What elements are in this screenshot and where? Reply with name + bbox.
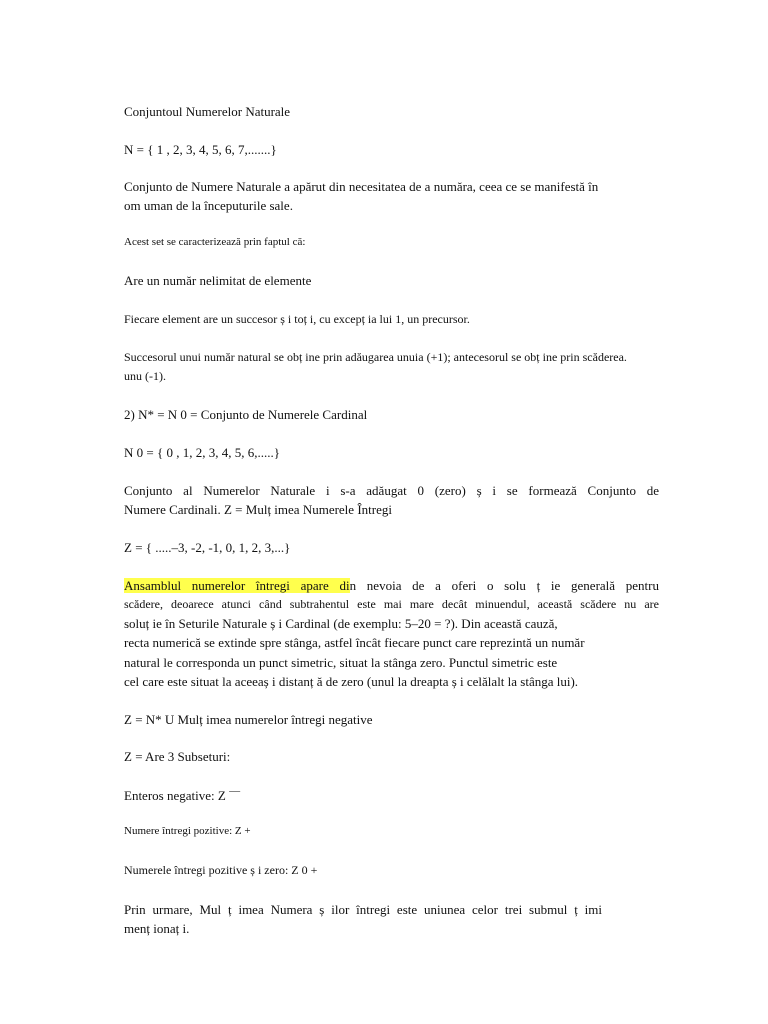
negatives-superscript: — [229,785,241,797]
highlighted-text: Ansamblul numerelor întregi apare di [124,578,350,593]
integers-line-1 [124,579,659,592]
positives-zero-text: Numerele întregi pozitive ș i zero: Z 0 + [124,863,318,877]
integers-line-2: scădere, deoarece atunci când subtrahentul este mai mare decât minuendul, această scădere nu are [124,597,659,611]
negatives-text [124,785,241,803]
conclusion-line-1: Prin urmare, Mul ț imea Numera ș ilor întregi este uniunea celor trei submul ț imi [124,902,602,917]
integers-line-1-rest: n nevoia de a oferi o solu ț ie generală pentru [349,578,659,593]
set-n0-definition: N 0 = { 0 , 1, 2, 3, 4, 5, 6,.....} [124,445,280,460]
set-n-definition: N = { 1 , 2, 3, 4, 5, 6, 7,.......} [124,142,277,157]
cardinal-line-2: Numere Cardinali. Z = Mulț imea Numerele Întregi [124,502,392,517]
integers-line-4: recta numerică se extinde spre stânga, astfel încât fiecare punct care reprezintă un număr [124,635,585,650]
characterized-text: Acest set se caracterizează prin faptul că: [124,236,306,248]
integers-line-3: soluț ie în Seturile Naturale ș i Cardinal (de exemplu: 5–20 = ?). Din această cauză, [124,616,558,631]
z-subsets-text: Z = Are 3 Subseturi: [124,749,231,764]
integers-line-6: cel care este situat la aceeaș i distanț ă de zero (unul la dreapta ș i celălalt la stânga lui). [124,674,579,689]
successor-def-line-1: Succesorul unui număr natural se obț ine prin adăugarea unuia (+1); antecesorul se obț ine prin scăderea. [124,350,627,364]
integers-line-5: natural le corresponda un punct simetric, situat la stânga zero. Punctul simetric este [124,655,558,670]
successor-text: Fiecare element are un succesor ș i toț i, cu excepț ia lui 1, un precursor. [124,312,470,326]
intro-line-2: om uman de la începuturile sale. [124,198,293,213]
intro-line-1: Conjunto de Numere Naturale a apărut din necesitatea de a număra, ceea ce se manifestă în [124,179,599,194]
cardinal-line-1: Conjunto al Numerelor Naturale i s-a adăugat 0 (zero) ș i se formează Conjunto de [124,483,659,498]
negatives-label: Enteros negative: Z [124,788,226,803]
z-union-text: Z = N* U Mulț imea numerelor întregi negative [124,712,373,727]
unlimited-text: Are un număr nelimitat de elemente [124,273,312,288]
positives-text: Numere întregi pozitive: Z + [124,825,251,837]
successor-def-line-2: unu (-1). [124,369,166,383]
set-z-definition: Z = { .....–3, -2, -1, 0, 1, 2, 3,...} [124,540,291,555]
cardinal-heading: 2) N* = N 0 = Conjunto de Numerele Cardinal [124,407,368,422]
document-title: Conjuntoul Numerelor Naturale [124,104,291,119]
conclusion-line-2: menț ionaț i. [124,921,190,936]
